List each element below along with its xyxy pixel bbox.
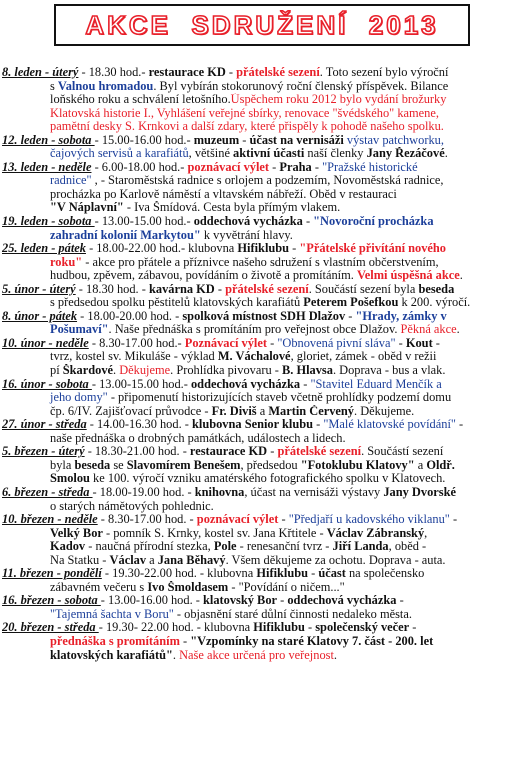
event-text: čp. 6/IV. Zajišťovací průvodce - [50, 404, 212, 418]
highlight-text: přátelské sezení [277, 445, 362, 459]
event-entry [2, 161, 522, 215]
event-date: 8. únor - pátek [2, 309, 78, 323]
event-text: - 18.30-21.00 hod. - [84, 445, 190, 459]
event-text: Hifiklubu [253, 621, 305, 635]
event-line [2, 256, 522, 270]
event-text: Jiří Landa [332, 540, 389, 554]
event-date: 25. leden - pátek [2, 242, 86, 256]
event-text: . Prohlídka pivovaru - [170, 364, 282, 378]
event-text: Martin Červený [268, 404, 354, 418]
event-text: - 13.00-15.00 hod.- [91, 377, 191, 391]
event-date: 11. březen - pondělí [2, 567, 102, 581]
event-text: - 19.30-22.00 hod. - klubovna [101, 567, 257, 581]
event-line [2, 323, 522, 337]
event-text: - [214, 282, 226, 296]
event-line-first [2, 486, 522, 500]
event-text: Hifiklubu [237, 242, 290, 256]
event-line [2, 391, 522, 405]
event-text: - [455, 418, 464, 432]
event-text: Slavomírem Benešem [126, 458, 241, 472]
event-text: . Doprava - bus a vlak. [332, 364, 446, 378]
event-text: ke 100. výročí vzniku amatérského fotografického spolku v Klatovech. [89, 472, 446, 486]
event-text: , - Staroměstská radnice s orlojem a podzemím, Novoměstská radnice, [91, 174, 444, 188]
event-line [2, 459, 522, 473]
event-entry [2, 486, 522, 513]
event-line [2, 93, 522, 107]
events-list [2, 66, 522, 662]
event-text: . [172, 648, 180, 662]
event-text: - 13.00-15.00 hod.- [94, 215, 194, 229]
event-text: "Novoroční procházka [313, 215, 434, 229]
event-date: 16. březen - sobota [2, 594, 101, 608]
event-text: - [179, 634, 191, 648]
title-banner [54, 4, 470, 46]
event-line-first [2, 621, 522, 635]
event-date: 20. březen - středa [2, 621, 99, 635]
event-text: Ivo Šmoldasem [147, 580, 229, 594]
event-text: "V Náplavní" [50, 201, 124, 215]
event-text: "Obnovená pivní sláva" [277, 336, 396, 350]
event-line-first [2, 445, 522, 459]
event-text: naší členky [304, 147, 367, 161]
event-text: a [414, 458, 427, 472]
event-text: , [424, 526, 428, 540]
event-date: 10. únor - neděle [2, 336, 89, 350]
event-text: Valnou hromadou [57, 79, 154, 93]
event-line [2, 174, 522, 188]
event-line [2, 296, 522, 310]
event-text: M. Váchalové [217, 350, 291, 364]
event-date: 5. únor - úterý [2, 282, 76, 296]
event-text: - [409, 621, 417, 635]
event-entry [2, 310, 522, 337]
event-text: naše přednáška o drobných památkách, událostech a lidech. [50, 431, 346, 445]
event-text: . Děkujeme. [354, 404, 415, 418]
event-text: aktivní účasti [233, 147, 305, 161]
event-text: - 18.30 hod. - [75, 282, 149, 296]
event-text: hudbou, zpěvem, zábavou, povídáním o životě a promítáním. [50, 269, 357, 283]
highlight-text: Klatovská historie I., Vyhlášení veřejné sbírky, renovace "švédského" kamene, [50, 106, 439, 120]
event-text: Velký Bor [50, 526, 103, 540]
event-text: - [269, 160, 280, 174]
event-text: - [395, 336, 406, 350]
event-text: "Pražské historické [322, 160, 418, 174]
event-line-first [2, 594, 522, 608]
highlight-text: Úspěchem roku 2012 bylo vydání brožurky [230, 93, 447, 107]
event-text: a [146, 553, 158, 567]
event-text: restaurace KD [148, 66, 226, 79]
event-entry [2, 215, 522, 242]
event-line [2, 120, 522, 134]
event-text: . [333, 648, 338, 662]
event-text: - 18.00-19.00 hod. - [92, 485, 195, 499]
event-line [2, 527, 522, 541]
page-title: AKCE SDRUŽENÍ 2013 [85, 9, 439, 40]
event-text: byla [50, 458, 75, 472]
event-text: - 13.00-16.00 hod. - [100, 594, 203, 608]
event-text: "Předjaří u kadovského viklanu" [288, 513, 450, 527]
event-text: - [289, 242, 300, 256]
highlight-text: Děkujeme [119, 364, 171, 378]
event-entry [2, 378, 522, 419]
event-entry [2, 621, 522, 662]
event-text: Václav Zábranský [326, 526, 425, 540]
event-line [2, 107, 522, 121]
event-line-first [2, 283, 522, 297]
event-entry [2, 283, 522, 310]
event-line [2, 581, 522, 595]
event-text: kavárna KD [148, 282, 215, 296]
event-text: "Hrady, zámky v [355, 309, 447, 323]
event-text: procházka po Karlově náměstí a vltavském nábřeží. Oběd v restauraci [50, 187, 397, 201]
highlight-text: přátelské sezení [236, 66, 320, 79]
event-text: - [277, 594, 288, 608]
highlight-text: poznávací výlet [196, 513, 279, 527]
event-text: - [308, 567, 319, 581]
event-entry [2, 567, 522, 594]
event-text: Praha [279, 160, 312, 174]
event-text: restaurace KD [189, 445, 268, 459]
event-line [2, 147, 522, 161]
event-text: - [449, 513, 458, 527]
event-text: - [239, 133, 250, 147]
event-text: jeho domy" [50, 391, 108, 405]
event-line [2, 500, 522, 514]
event-text: Hifiklubu [256, 567, 309, 581]
event-line-first [2, 242, 522, 256]
event-date: 6. březen - středa [2, 485, 93, 499]
event-text: zábavném večeru s [50, 580, 148, 594]
event-line [2, 188, 522, 202]
event-date: 27. únor - středa [2, 418, 87, 432]
event-line [2, 540, 522, 554]
event-line-first [2, 418, 522, 432]
event-text: oddechová vycházka [287, 594, 397, 608]
highlight-text: Pěkná akce [400, 323, 457, 337]
event-entry [2, 594, 522, 621]
event-entry [2, 242, 522, 283]
event-text: Václav [109, 553, 147, 567]
event-text: , většiné [188, 147, 234, 161]
event-text: Peterem Pošefkou [303, 296, 399, 310]
event-text: s [50, 79, 58, 93]
event-text: loňského roku a schválení letošního. [50, 93, 231, 107]
event-date: 12. leden - sobota [2, 133, 95, 147]
event-text: . Toto sezení bylo výroční [319, 66, 449, 79]
event-text: Pošumaví" [50, 323, 109, 337]
event-text: - [225, 66, 237, 79]
event-text: Jany Dvorské [383, 485, 456, 499]
event-entry [2, 66, 522, 134]
event-text: knihovna [194, 485, 245, 499]
event-text: - připomenutí historizujících staveb včetně prohlídky podzemí domu [107, 391, 452, 405]
event-text: - [304, 621, 316, 635]
event-text: čajových servisů a karafiátů [50, 147, 189, 161]
event-text: - 15.00-16.00 hod.- [94, 133, 194, 147]
event-text: - "Povídání o ničem..." [228, 580, 345, 594]
event-entry [2, 513, 522, 567]
highlight-text: "Přátelské přivítání nového [299, 242, 447, 256]
event-text: - naučná přírodní stezka, [85, 540, 214, 554]
event-text: Jany Řezáčové [366, 147, 445, 161]
event-text: - 6.00-18.00 hod.- [91, 160, 188, 174]
event-text: Kout [405, 336, 433, 350]
event-text: a [256, 404, 269, 418]
event-date: 19. leden - sobota [2, 215, 95, 229]
event-text: - renesanční tvrz - [236, 540, 333, 554]
event-text: Pole [213, 540, 237, 554]
event-text: . [444, 147, 448, 161]
event-text: - 14.00-16.30 hod. - [86, 418, 192, 432]
event-text: . Byl vybírán stokorunový roční členský příspěvek. Bilance [153, 79, 449, 93]
event-text: Jana Běhavý [157, 553, 226, 567]
event-text: radnice" [50, 174, 92, 188]
event-entry [2, 337, 522, 378]
event-line-first [2, 310, 522, 324]
event-line [2, 635, 522, 649]
event-date: 10. březen - neděle [2, 513, 98, 527]
event-text: - [311, 160, 323, 174]
event-text: pí [50, 364, 63, 378]
event-line [2, 432, 522, 446]
event-line [2, 649, 522, 663]
event-text: - [267, 445, 278, 459]
event-text: . [113, 364, 120, 378]
event-text: . Součástí sezení byla [308, 282, 419, 296]
event-text: společenský večer [315, 621, 410, 635]
event-line-first [2, 378, 522, 392]
event-text: oddechová vycházka [190, 377, 301, 391]
event-text: spolková místnost SDH Dlažov [182, 309, 346, 323]
event-date: 16. únor - sobota [2, 377, 92, 391]
event-text: - [300, 377, 311, 391]
event-line [2, 229, 522, 243]
event-date: 5. březen - úterý [2, 445, 85, 459]
event-text: - objasnění staré důlní činnosti nedaleko města. [173, 607, 412, 621]
event-text: - 18.30 hod.- [78, 66, 149, 79]
highlight-text: Velmi úspěšná akce [356, 269, 460, 283]
event-text: - 18.00-20.00 hod. - [77, 309, 183, 323]
highlight-text: roku" [50, 255, 83, 269]
event-text: - 8.30-17.00 hod.- [88, 336, 185, 350]
event-text: tvrz, kostel sv. Mikuláše - výklad [50, 350, 218, 364]
event-text: - [302, 215, 314, 229]
event-text: , předsedou [240, 458, 301, 472]
event-text: Škardové [62, 364, 114, 378]
event-text: beseda [418, 282, 455, 296]
highlight-text: přednáška s promítáním [50, 634, 180, 648]
event-text: , účast na vernisáži výstavy [244, 485, 384, 499]
event-text: výstav patchworku, [343, 133, 444, 147]
event-text: o starých námětových pohlednic. [50, 499, 214, 513]
event-text: "Malé klatovské povídání" [323, 418, 456, 432]
event-entry [2, 134, 522, 161]
event-entry [2, 445, 522, 486]
event-line-first [2, 567, 522, 581]
event-date: 8. leden - úterý [2, 66, 79, 79]
event-text: , oběd - [388, 540, 427, 554]
event-line-first [2, 513, 522, 527]
event-text: - Iva Šmídová. Cesta byla přímým vlakem. [123, 201, 341, 215]
event-text: klubovna Senior klubu [192, 418, 313, 432]
event-text: - [432, 336, 440, 350]
event-line-first [2, 134, 522, 148]
event-text: Fr. Diviš [211, 404, 257, 418]
event-line [2, 554, 522, 568]
event-text: . [456, 323, 460, 337]
event-text: zahradní kolonií Markytou" [50, 228, 201, 242]
event-text: muzeum [193, 133, 240, 147]
event-text: klatovských karafiátů" [50, 648, 173, 662]
event-entry [2, 418, 522, 445]
event-line [2, 269, 522, 283]
event-line [2, 364, 522, 378]
event-line-first [2, 66, 522, 80]
event-text: "Tajemná šachta v Boru" [50, 607, 174, 621]
event-text: s předsedou spolku pěstitelů klatovských karafiátů [50, 296, 304, 310]
event-text: - 18.00-22.00 hod.- klubovna [85, 242, 238, 256]
event-line-first [2, 215, 522, 229]
event-text: k 200. výročí. [398, 296, 471, 310]
event-line [2, 201, 522, 215]
event-text: "Fotoklubu Klatovy" [300, 458, 415, 472]
event-text: - [267, 336, 278, 350]
event-text: - pomník S. Krnky, kostel sv. Jana Křtitele - [102, 526, 327, 540]
event-text: - [313, 418, 324, 432]
event-text: . Všem děkujeme za ochotu. Doprava - auta. [225, 553, 446, 567]
highlight-text: přátelské sezení [225, 282, 309, 296]
event-text: beseda [74, 458, 111, 472]
event-text: oddechová vycházka [193, 215, 303, 229]
event-text: . Součástí sezení [361, 445, 444, 459]
event-text: klatovský Bor [203, 594, 278, 608]
event-text: - [396, 594, 404, 608]
event-text: účast na vernisáži [249, 133, 344, 147]
event-text: Kadov [50, 540, 86, 554]
event-line [2, 350, 522, 364]
event-line [2, 608, 522, 622]
event-text: - akce pro přátele a příznivce našeho sdružení s vlastním občerstvením, [82, 255, 439, 269]
event-text: Smolou [50, 472, 90, 486]
event-text: Na Statku - [50, 553, 110, 567]
event-line [2, 472, 522, 486]
event-text: - 19.30- 22.00 hod. - klubovna [98, 621, 254, 635]
event-line-first [2, 337, 522, 351]
highlight-text: poznávací výlet [187, 160, 270, 174]
event-line-first [2, 161, 522, 175]
event-text: . Naše přednáška s promítáním pro veřejnost obce Dlažov. [108, 323, 401, 337]
event-line [2, 80, 522, 94]
event-text: - [278, 513, 289, 527]
highlight-text: Naše akce určená pro veřejnost [179, 648, 334, 662]
event-text: "Vzpomínky na staré Klatovy 7. část - 200. let [190, 634, 434, 648]
event-text: - [345, 309, 356, 323]
event-text: se [110, 458, 127, 472]
event-line [2, 405, 522, 419]
event-text: - 8.30-17.00 hod. - [97, 513, 197, 527]
event-text: k vyvětrání hlavy. [200, 228, 293, 242]
event-text: Oldř. [426, 458, 455, 472]
event-text: účast [318, 567, 346, 581]
highlight-text: pamětní desky S. Krnkovi a další zdary, které přispěly k pohodě našeho spolku. [50, 120, 444, 134]
event-text: . [459, 269, 463, 283]
event-text: B. Hlavsa [281, 364, 333, 378]
event-date: 13. leden - neděle [2, 160, 92, 174]
event-text: "Stavitel Eduard Menčík a [310, 377, 442, 391]
event-text: , gloriet, zámek - oběd v režii [290, 350, 437, 364]
highlight-text: Poznávací výlet [184, 336, 268, 350]
event-text: na společensko [345, 567, 425, 581]
